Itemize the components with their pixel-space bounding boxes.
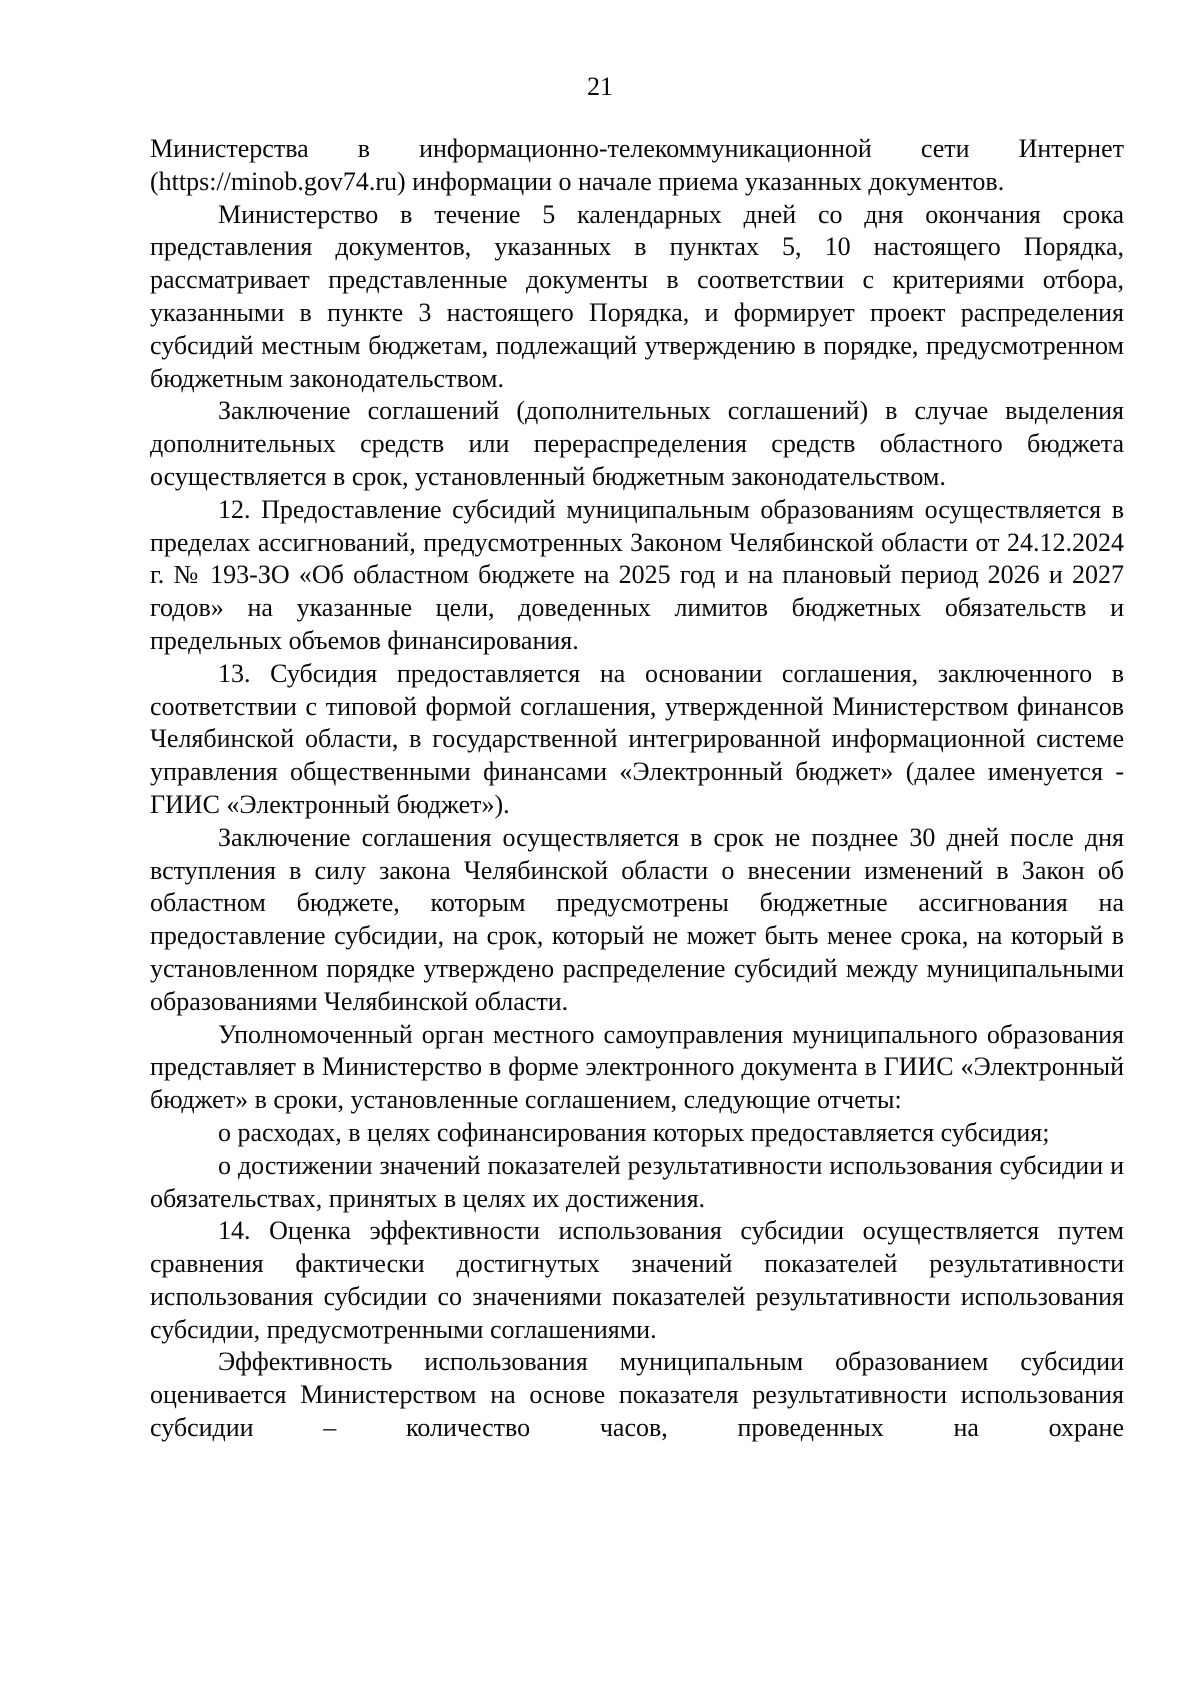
- paragraph-item-12: 12. Предоставление субсидий муниципальным образованиям осуществляется в пределах ассигнований, предусмотренных Законом Челябинской области от 24.12.2024 г. № 193-ЗО «Об областном бюджете на 2025 год и на плановый период 2026 и 2027 годов» на указанные цели, доведенных лимитов бюджетных обязательств и предельных объемов финансирования.: [150, 494, 1124, 655]
- page-number: 21: [587, 72, 613, 101]
- paragraph-agreements: Заключение соглашений (дополнительных соглашений) в случае выделения дополнительных средств или перераспределения средств областного бюджета осуществляется в срок, установленный бюджетным законодательством.: [150, 396, 1124, 491]
- paragraph-item-13: 13. Субсидия предоставляется на основании соглашения, заключенного в соответствии с типовой формой соглашения, утвержденной Министерством финансов Челябинской области, в государственной интегрированной информационной системе управления общественными финансами «Электронный бюджет» (далее именуется - ГИИС «Электронный бюджет»).: [150, 658, 1124, 819]
- paragraph-efficiency: Эффективность использования муниципальным образованием субсидии оценивается Министерством на основе показателя результативности использования субсидии – количество часов, проведенных на охране: [150, 1347, 1124, 1443]
- paragraph-report-indicators: о достижении значений показателей результативности использования субсидии и обязательствах, принятых в целях их достижения.: [150, 1150, 1124, 1213]
- paragraph-ministry-review: Министерство в течение 5 календарных дней со дня окончания срока представления документов, указанных в пунктах 5, 10 настоящего Порядка, рассматривает представленные документы в соответствии с критериями отбора, указанными в пункте 3 настоящего Порядка, и формирует проект распределения субсидий местным бюджетам, подлежащий утверждению в порядке, предусмотренном бюджетным законодательством.: [150, 199, 1124, 393]
- document-body: [150, 133, 1124, 1445]
- paragraph-continuation: Министерства в информационно-телекоммуникационной сети Интернет (https://minob.gov74.ru) информации о начале приема указанных документов.: [150, 134, 1124, 196]
- paragraph-report-expenses: о расходах, в целях софинансирования которых предоставляется субсидия;: [218, 1117, 1050, 1147]
- paragraph-reports: Уполномоченный орган местного самоуправления муниципального образования представляет в Министерство в форме электронного документа в ГИИС «Электронный бюджет» в сроки, установленные соглашением, следующие отчеты:: [150, 1019, 1124, 1115]
- paragraph-agreement-deadline: Заключение соглашения осуществляется в срок не позднее 30 дней после дня вступления в силу закона Челябинской области о внесении изменений в Закон об областном бюджете, которым предусмотрены бюджетные ассигнования на предоставление субсидии, на срок, который не может быть менее срока, на который в установленном порядке утверждено распределение субсидий между муниципальными образованиями Челябинской области.: [150, 822, 1124, 1016]
- paragraph-item-14: 14. Оценка эффективности использования субсидии осуществляется путем сравнения фактически достигнутых значений показателей результативности использования субсидии со значениями показателей результативности использования субсидии, предусмотренными соглашениями.: [150, 1216, 1124, 1344]
